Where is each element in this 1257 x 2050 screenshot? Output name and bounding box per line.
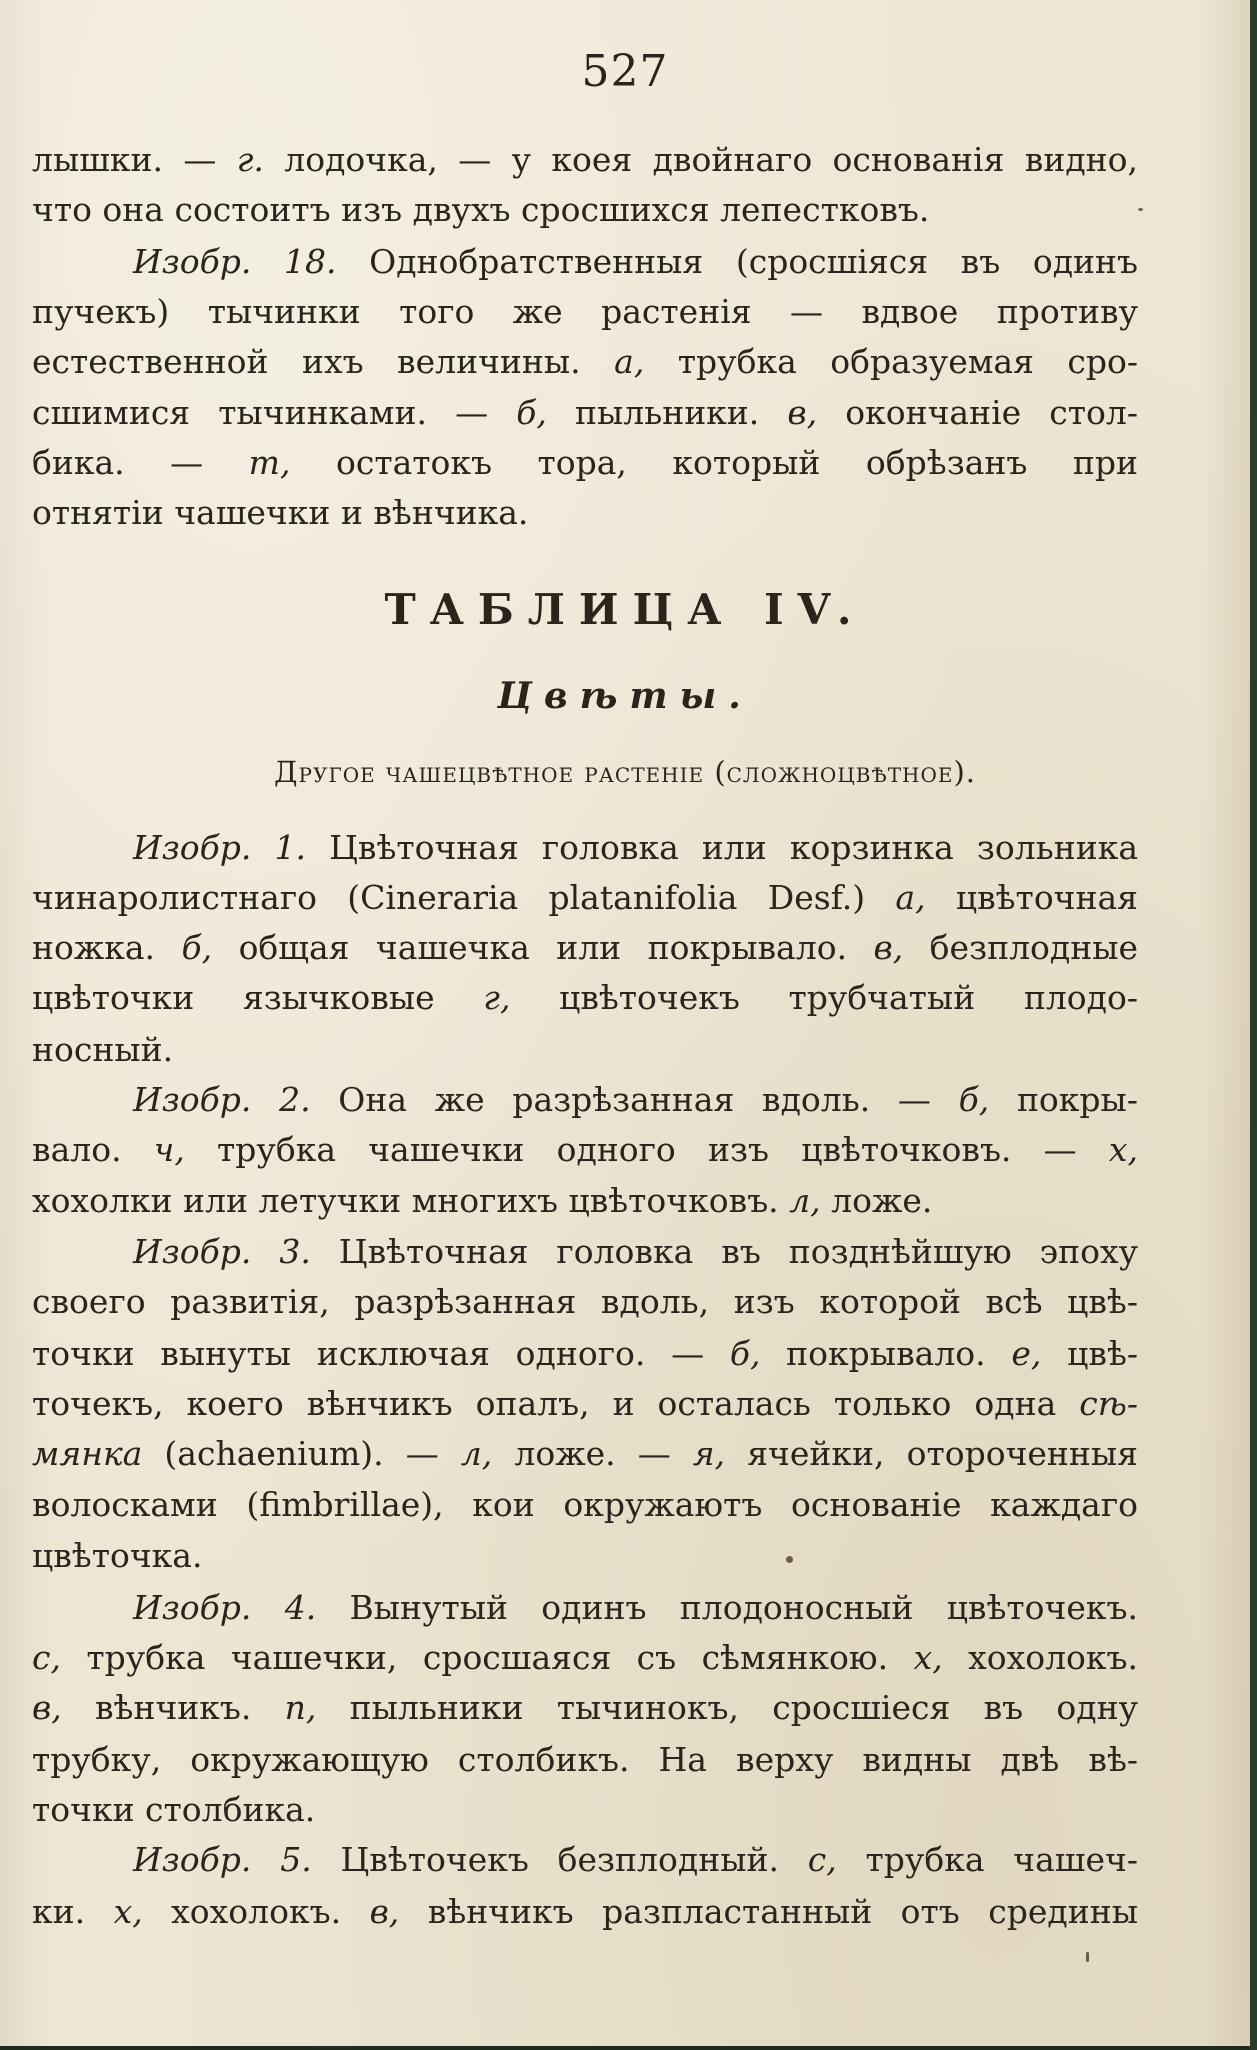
page-number: 527	[581, 46, 669, 97]
text-run: лодочка, — у коея двойнаго основанія видно,	[263, 140, 1138, 179]
figure-4-line	[32, 1688, 1138, 1728]
text-run: цвѣточекъ трубчатый плодо-	[510, 978, 1138, 1017]
italic-text: л,	[460, 1434, 493, 1473]
figure-3-line	[32, 1485, 1138, 1525]
text-run: лышки. —	[32, 140, 237, 179]
text-run: остатокъ тора, который обрѣзанъ при	[290, 443, 1138, 482]
text-run: пыльники.	[546, 393, 788, 432]
figure-1-line	[32, 878, 1138, 918]
text-run: пыльники тычинокъ, сросшіеся въ одну	[316, 1688, 1139, 1727]
text-run: цвѣ-	[1041, 1334, 1138, 1373]
italic-text: а,	[614, 342, 645, 381]
italic-text: х,	[1108, 1130, 1138, 1169]
section-heading: Цвѣты.	[497, 675, 753, 717]
text-run: трубка чашечки, сросшаяся съ сѣмянкою.	[60, 1638, 914, 1677]
figure-18-line	[32, 493, 1138, 533]
text-run: цвѣточки язычковые	[32, 978, 484, 1017]
italic-text: п,	[284, 1688, 317, 1727]
figure-4-line	[32, 1740, 1138, 1780]
text-run: носный.	[32, 1030, 174, 1069]
text-run: точки вынуты исключая одного. —	[32, 1334, 730, 1373]
text-run: точекъ, коего вѣнчикъ опалъ, и осталась только одна	[32, 1384, 1080, 1423]
text-run: ложе. —	[492, 1434, 693, 1473]
italic-text: х,	[913, 1638, 943, 1677]
figure-2-line	[32, 1130, 1138, 1170]
italic-text: Изобр. 5.	[133, 1840, 312, 1879]
italic-text: сѣ-	[1079, 1384, 1138, 1423]
italic-text: в,	[32, 1688, 62, 1727]
text-run: трубку, окружающую столбикъ. На верху видны двѣ вѣ-	[32, 1740, 1138, 1779]
italic-text: Изобр. 18.	[133, 242, 337, 281]
text-run: хохолокъ.	[942, 1638, 1139, 1677]
text-line	[32, 190, 1138, 230]
text-run: общая чашечка или покрывало.	[212, 928, 874, 967]
figure-3-line	[32, 1384, 1138, 1424]
text-run: хохолки или летучки многихъ цвѣточковъ.	[32, 1181, 790, 1220]
italic-text: х,	[113, 1892, 143, 1931]
text-run: вѣнчикъ разпластанный отъ средины	[399, 1892, 1138, 1931]
text-run: чинаролистнаго (Cineraria platanifolia Desf.)	[32, 878, 896, 917]
text-run: Цвѣточная головка въ позднѣйшую эпоху	[310, 1232, 1138, 1271]
text-run: цвѣточка.	[32, 1536, 203, 1575]
italic-text: в,	[787, 393, 818, 432]
text-run: безплодные	[903, 928, 1139, 967]
italic-text: Изобр. 3.	[133, 1232, 311, 1271]
text-run: ножка.	[32, 928, 182, 967]
text-run: естественной ихъ величины.	[32, 342, 615, 381]
text-run: ки.	[32, 1892, 114, 1931]
figure-3-line	[133, 1232, 1138, 1272]
text-run: сшимися тычинками. —	[32, 393, 517, 432]
italic-text: в,	[369, 1892, 400, 1931]
text-run: пучекъ) тычинки того же растенія — вдвое противу	[32, 292, 1138, 331]
text-run: (achaenium). —	[142, 1434, 461, 1473]
figure-5-line	[133, 1840, 1138, 1880]
figure-18-line	[133, 242, 1138, 282]
text-run: хохолокъ.	[142, 1892, 370, 1931]
figure-18-line	[32, 393, 1138, 433]
figure-2-line	[32, 1181, 1138, 1221]
italic-text: л,	[789, 1181, 821, 1220]
italic-text: с,	[32, 1638, 61, 1677]
text-run: Однобратственныя (сросшіяся въ одинъ	[336, 242, 1139, 281]
figure-1-line	[32, 978, 1138, 1018]
text-run: волосками (fimbrillae), кои окружаютъ основаніе каждаго	[32, 1485, 1138, 1524]
figure-3-line	[32, 1334, 1138, 1374]
italic-text: Изобр. 1.	[133, 828, 306, 867]
text-run: точки столбика.	[32, 1790, 316, 1829]
figure-2-line	[133, 1080, 1138, 1120]
text-run: трубка образуемая сро-	[644, 342, 1138, 381]
ink-speck	[1086, 1952, 1089, 1962]
italic-text: г,	[483, 978, 511, 1017]
text-run: покрывало.	[760, 1334, 1012, 1373]
text-run: ложе.	[820, 1181, 933, 1220]
text-run: Вынутый одинъ плодоносный цвѣточекъ.	[316, 1588, 1138, 1627]
text-run: покры-	[989, 1080, 1138, 1119]
text-run: Цвѣточная головка или корзинка зольника	[306, 828, 1138, 867]
figure-3-line	[32, 1434, 1138, 1474]
figure-1-line	[32, 928, 1138, 968]
italic-text: г.	[236, 140, 264, 179]
text-run: вало.	[32, 1130, 154, 1169]
figure-18-line	[32, 292, 1138, 332]
italic-text: в,	[873, 928, 904, 967]
text-line	[32, 140, 1138, 180]
text-run: вѣнчикъ.	[61, 1688, 285, 1727]
figure-3-line	[32, 1536, 1138, 1576]
figure-4-line	[32, 1638, 1138, 1678]
text-run: что она состоитъ изъ двухъ сросшихся лепестковъ.	[32, 190, 930, 229]
italic-text: ч,	[153, 1130, 185, 1169]
italic-text: б,	[181, 928, 213, 967]
italic-text: мянка	[32, 1434, 143, 1473]
italic-text: Изобр. 2.	[133, 1080, 311, 1119]
figure-18-line	[32, 443, 1138, 483]
text-run: ячейки, отороченныя	[725, 1434, 1138, 1473]
figure-1-line	[133, 828, 1138, 868]
text-run: цвѣточная	[925, 878, 1138, 917]
italic-text: б,	[729, 1334, 761, 1373]
text-run: своего развитія, разрѣзанная вдоль, изъ которой всѣ цвѣ-	[32, 1282, 1138, 1321]
figure-5-line	[32, 1892, 1138, 1932]
italic-text: Изобр. 4.	[133, 1588, 317, 1627]
figure-4-line	[133, 1588, 1138, 1628]
ink-speck	[786, 1556, 793, 1563]
text-run: бика. —	[32, 443, 249, 482]
ink-speck	[1138, 208, 1143, 211]
text-run: трубка чашечки одного изъ цвѣточковъ. —	[184, 1130, 1109, 1169]
scan-edge	[1250, 0, 1257, 2050]
text-run: Она же разрѣзанная вдоль. —	[310, 1080, 959, 1119]
figure-4-line	[32, 1790, 1138, 1830]
italic-text: я,	[692, 1434, 726, 1473]
figure-3-line	[32, 1282, 1138, 1322]
italic-text: т,	[248, 443, 291, 482]
text-run: окончаніе стол-	[817, 393, 1138, 432]
italic-text: а,	[895, 878, 926, 917]
table-heading: ТАБЛИЦА IV.	[384, 585, 866, 634]
figure-1-line	[32, 1030, 1138, 1070]
text-run: трубка чашеч-	[836, 1840, 1138, 1879]
italic-text: б,	[958, 1080, 990, 1119]
text-run: Цвѣточекъ безплодный.	[311, 1840, 808, 1879]
italic-text: с,	[807, 1840, 837, 1879]
figure-18-line	[32, 342, 1138, 382]
italic-text: е,	[1011, 1334, 1042, 1373]
italic-text: б,	[516, 393, 547, 432]
text-run: отнятіи чашечки и вѣнчика.	[32, 493, 529, 532]
sub-heading: Другое чашецвѣтное растеніе (сложноцвѣтное).	[273, 755, 977, 789]
